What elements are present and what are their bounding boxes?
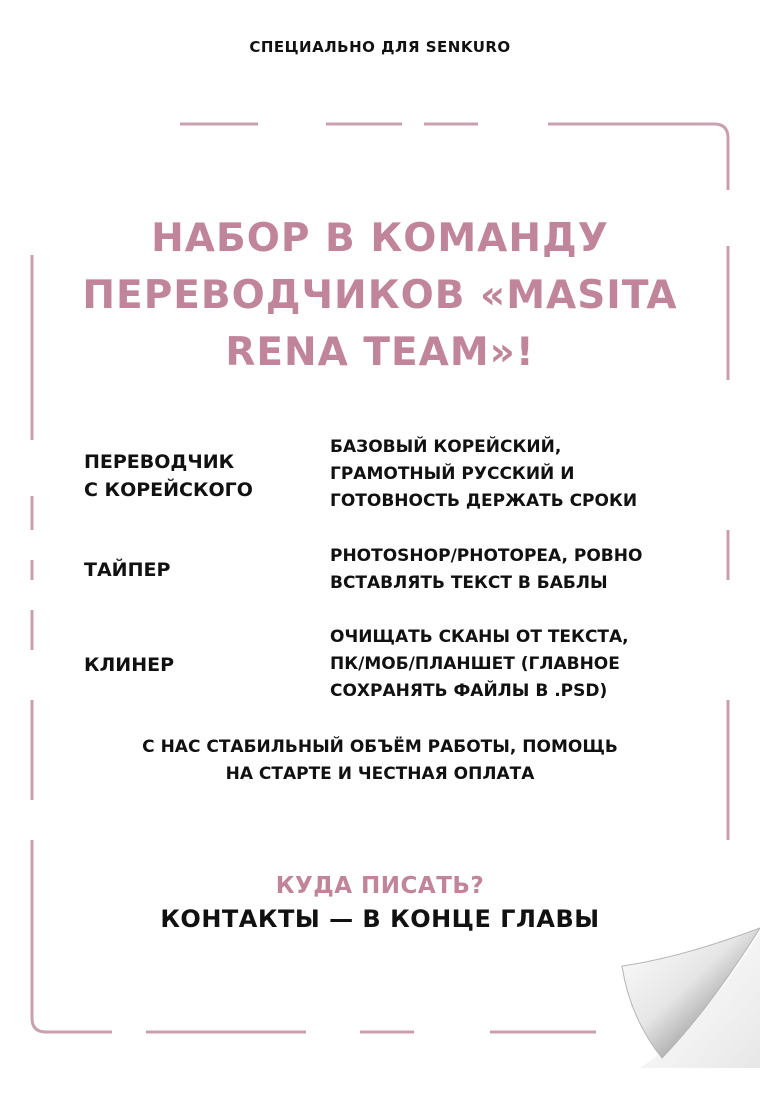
role-desc-line: ВСТАВЛЯТЬ ТЕКСТ В БАБЛЫ <box>330 573 608 593</box>
role-name-line: ТАЙПЕР <box>84 559 171 581</box>
role-name-cleaner <box>84 651 174 679</box>
role-desc-translator <box>330 434 637 515</box>
role-name-line: ПЕРЕВОДЧИК <box>84 451 235 473</box>
role-name-translator <box>84 448 253 504</box>
role-name-line: С КОРЕЙСКОГО <box>84 479 253 501</box>
page-title <box>60 210 700 381</box>
top-label: СПЕЦИАЛЬНО ДЛЯ SENKURO <box>249 38 511 56</box>
role-desc-typer <box>330 543 642 597</box>
contact-answer: КОНТАКТЫ — В КОНЦЕ ГЛАВЫ <box>160 905 600 933</box>
role-desc-line: БАЗОВЫЙ КОРЕЙСКИЙ, <box>330 437 562 457</box>
role-desc-line: СОХРАНЯТЬ ФАЙЛЫ В .PSD) <box>330 681 608 701</box>
role-desc-line: PHOTOSHOP/PHOTOPEA, РОВНО <box>330 546 643 566</box>
title-line: НАБОР В КОМАНДУ <box>151 216 609 261</box>
role-desc-cleaner <box>330 624 629 705</box>
contact-question: КУДА ПИСАТЬ? <box>275 873 485 899</box>
role-desc-line: ОЧИЩАТЬ СКАНЫ ОТ ТЕКСТА, <box>330 627 629 647</box>
page-curl-graphic <box>600 918 760 1068</box>
offer-text <box>0 734 760 788</box>
offer-line: НА СТАРТЕ И ЧЕСТНАЯ ОПЛАТА <box>225 764 535 784</box>
title-line: ПЕРЕВОДЧИКОВ «MASITA <box>82 273 678 318</box>
role-name-typer <box>84 556 170 584</box>
title-line: RENA TEAM»! <box>225 330 535 375</box>
role-desc-line: ГОТОВНОСТЬ ДЕРЖАТЬ СРОКИ <box>330 491 638 511</box>
role-desc-line: ГРАМОТНЫЙ РУССКИЙ И <box>330 464 575 484</box>
role-desc-line: ПК/МОБ/ПЛАНШЕТ (ГЛАВНОЕ <box>330 654 620 674</box>
role-name-line: КЛИНЕР <box>84 654 175 676</box>
offer-line: С НАС СТАБИЛЬНЫЙ ОБЪЁМ РАБОТЫ, ПОМОЩЬ <box>142 737 618 757</box>
